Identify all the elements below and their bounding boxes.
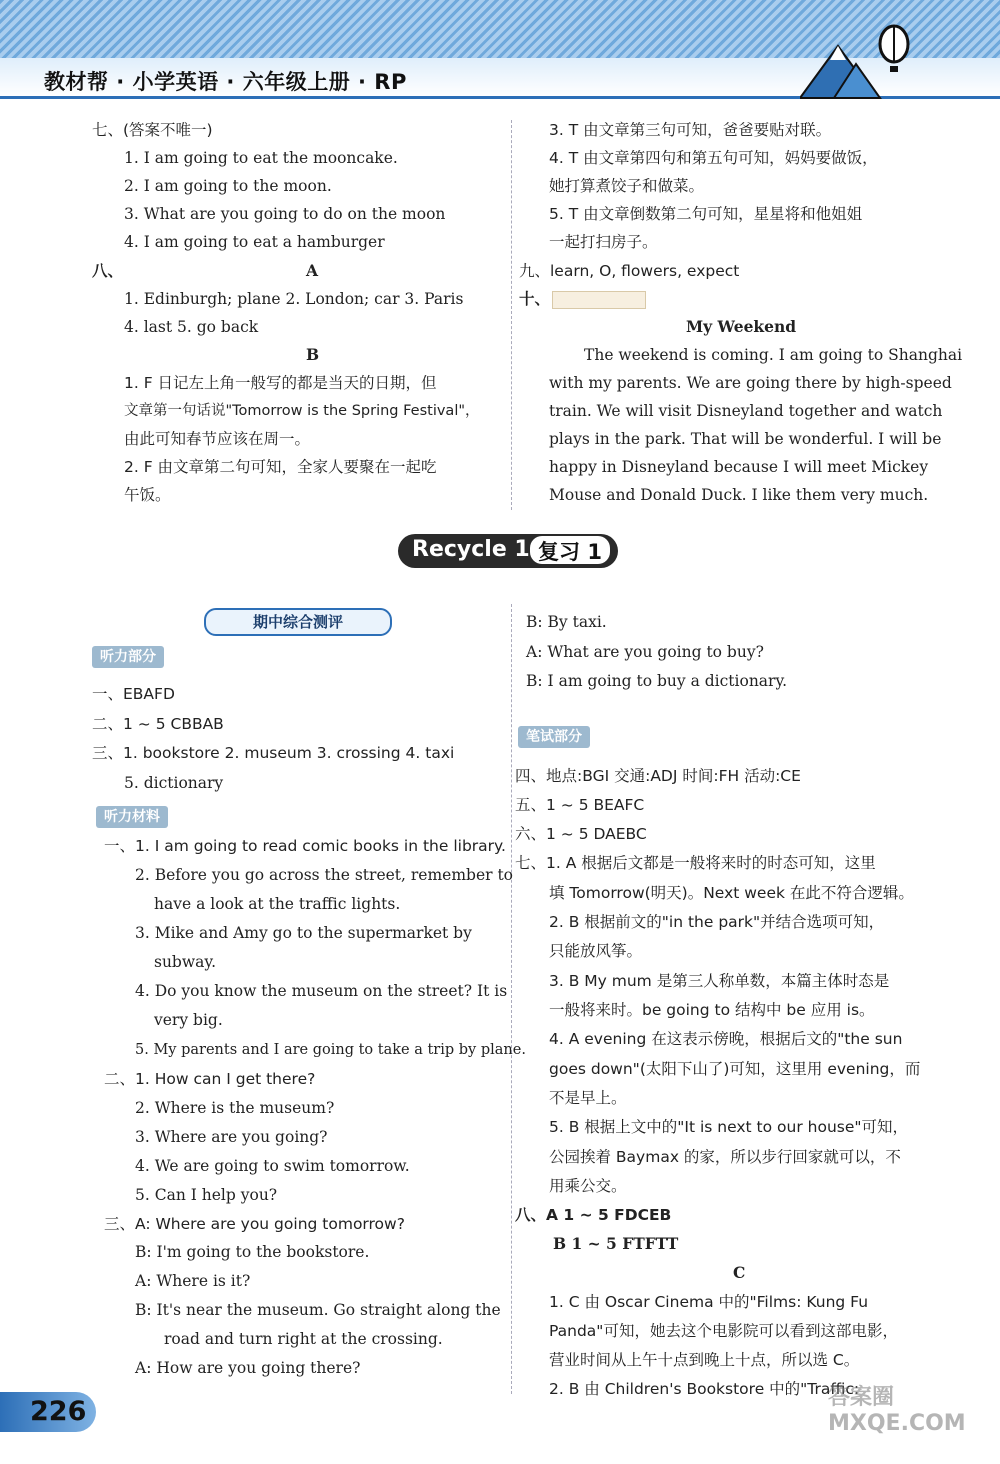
script-line: 三、A: Where are you going tomorrow? [104, 1215, 405, 1233]
answer-line: 5. B 根据上文中的"It is next to our house"可知， [549, 1118, 909, 1136]
script-line: 5. Can I help you? [135, 1186, 278, 1204]
subsection-label: B [306, 345, 320, 364]
writing-tag: 笔试部分 [518, 726, 590, 748]
recycle-title: Recycle 1 [412, 537, 530, 562]
answer-line: 4. T 由文章第四句和第五句可知，妈妈要做饭， [549, 149, 878, 167]
essay-line: happy in Disneyland because I will meet Mickey [549, 458, 929, 476]
script-line: A: Where is it? [135, 1272, 251, 1290]
script-line: B: I am going to buy a dictionary. [526, 672, 788, 690]
answer-line: 二、1 ~ 5 CBBAB [92, 715, 224, 733]
script-line: 4. We are going to swim tomorrow. [135, 1157, 410, 1175]
script-line: 5. My parents and I are going to take a trip by plane. [135, 1042, 526, 1058]
page-number-tab [0, 1392, 96, 1432]
script-line: 2. Before you go across the street, remember to [135, 866, 514, 884]
answer-line: 一、EBAFD [92, 685, 175, 703]
answer-line: 用乘公交。 [549, 1177, 627, 1195]
answer-line: 三、1. bookstore 2. museum 3. crossing 4. taxi [92, 744, 455, 762]
essay-line: plays in the park. That will be wonderful. I will be [549, 430, 942, 448]
answer-line: 5. T 由文章倒数第二句可知，星星将和他姐姐 [549, 205, 863, 223]
answer-line: 公园挨着 Baymax 的家，所以步行回家就可以，不 [549, 1148, 901, 1166]
answer-line: 六、1 ~ 5 DAEBC [515, 825, 647, 843]
watermark: 答案圈 MXQE.COM [828, 1385, 966, 1436]
answer-line: 2. I am going to the moon. [124, 177, 332, 195]
script-line: 3. Mike and Amy go to the supermarket by [135, 924, 472, 942]
answer-line: 3. B My mum 是第三人称单数，本篇主体时态是 [549, 972, 890, 990]
answer-line: goes down"(太阳下山了)可知，这里用 evening，而 [549, 1060, 921, 1078]
answer-line: 3. T 由文章第三句可知，爸爸要贴对联。 [549, 121, 832, 139]
essay-line: Mouse and Donald Duck. I like them very much. [549, 486, 929, 504]
script-line: B: It's near the museum. Go straight along the [135, 1301, 501, 1319]
section-number: 八、 [92, 262, 124, 280]
answer-line: 五、1 ~ 5 BEAFC [515, 796, 645, 814]
subsection-label: A [306, 261, 319, 280]
script-line: 一、1. I am going to read comic books in the library. [104, 837, 506, 855]
answer-line: 1. C 由 Oscar Cinema 中的"Films: Kung Fu [549, 1293, 869, 1311]
script-line: 2. Where is the museum? [135, 1099, 335, 1117]
answer-line: 只能放风筝。 [549, 942, 643, 960]
essay-line: with my parents. We are going there by high-speed [549, 374, 952, 392]
answer-line: 午饭。 [124, 486, 171, 504]
script-line: B: I'm going to the bookstore. [135, 1243, 370, 1261]
answer-line: 一起打扫房子。 [549, 233, 658, 251]
mountain-balloon-icon [800, 20, 920, 100]
sample-answer-label [552, 291, 646, 309]
page-number: 226 [30, 1396, 87, 1427]
answer-line: 1. I am going to eat the mooncake. [124, 149, 398, 167]
answer-line: 八、A 1 ~ 5 FDCEB [515, 1206, 672, 1224]
answer-line: 九、learn, O, flowers, expect [519, 262, 740, 280]
script-line: B: By taxi. [526, 613, 607, 631]
script-line: have a look at the traffic lights. [154, 895, 401, 913]
script-line: A: What are you going to buy? [526, 643, 764, 661]
script-line: 二、1. How can I get there? [104, 1070, 316, 1088]
script-line: subway. [154, 953, 216, 971]
material-tag: 听力材料 [96, 806, 168, 828]
answer-line: 七、1. A 根据后文都是一般将来时的时态可知，这里 [515, 854, 876, 872]
midterm-banner: 期中综合测评 [204, 608, 392, 636]
essay-title: My Weekend [686, 317, 797, 336]
recycle-subtitle: 复习 1 [530, 536, 610, 564]
answer-line: 4. I am going to eat a hamburger [124, 233, 385, 251]
column-divider-bottom [511, 604, 512, 1394]
script-line: 4. Do you know the museum on the street? It is [135, 982, 508, 1000]
answer-line: 七、(答案不唯一) [92, 121, 213, 139]
answer-line: 一般将来时。be going to 结构中 be 应用 is。 [549, 1001, 875, 1019]
answer-line: 2. F 由文章第二句可知，全家人要聚在一起吃 [124, 458, 437, 476]
script-line: very big. [154, 1011, 223, 1029]
header-title: 教材帮 · 小学英语 · 六年级上册 · RP [44, 70, 407, 94]
essay-line: train. We will visit Disneyland together and watch [549, 402, 943, 420]
script-line: A: How are you going there? [135, 1359, 361, 1377]
answer-line: 2. B 由 Children's Bookstore 中的"Traffic: [549, 1380, 860, 1398]
answer-line: 3. What are you going to do on the moon [124, 205, 446, 223]
answer-line: 1. Edinburgh; plane 2. London; car 3. Paris [124, 290, 464, 308]
answer-line: 她打算煮饺子和做菜。 [549, 177, 705, 195]
answer-line: 文章第一句话说"Tomorrow is the Spring Festival"， [124, 403, 480, 419]
answer-line: B 1 ~ 5 FTFTT [553, 1234, 679, 1253]
section-number: 十、 [519, 290, 551, 308]
script-line: road and turn right at the crossing. [164, 1330, 443, 1348]
listening-tag: 听力部分 [92, 646, 164, 668]
answer-line: 4. last 5. go back [124, 318, 259, 336]
answer-line: 由此可知春节应该在周一。 [124, 430, 311, 448]
answer-line: 不是早上。 [549, 1089, 627, 1107]
answer-line: 四、地点:BGI 交通:ADJ 时间:FH 活动:CE [515, 767, 801, 785]
answer-line: 5. dictionary [124, 774, 224, 792]
answer-line: Panda"可知，她去这个电影院可以看到这部电影， [549, 1322, 898, 1340]
answer-line: 营业时间从上午十点到晚上十点，所以选 C。 [549, 1351, 860, 1369]
answer-line: 填 Tomorrow(明天)。Next week 在此不符合逻辑。 [549, 884, 914, 902]
column-divider-top [511, 120, 512, 510]
answer-line: 2. B 根据前文的"in the park"并结合选项可知， [549, 913, 885, 931]
essay-line: The weekend is coming. I am going to Shanghai [584, 346, 963, 364]
recycle-badge [398, 534, 618, 568]
answer-line: 4. A evening 在这表示傍晚，根据后文的"the sun [549, 1030, 903, 1048]
subsection-label: C [733, 1263, 746, 1282]
script-line: 3. Where are you going? [135, 1128, 328, 1146]
answer-line: 1. F 日记左上角一般写的都是当天的日期，但 [124, 374, 437, 392]
